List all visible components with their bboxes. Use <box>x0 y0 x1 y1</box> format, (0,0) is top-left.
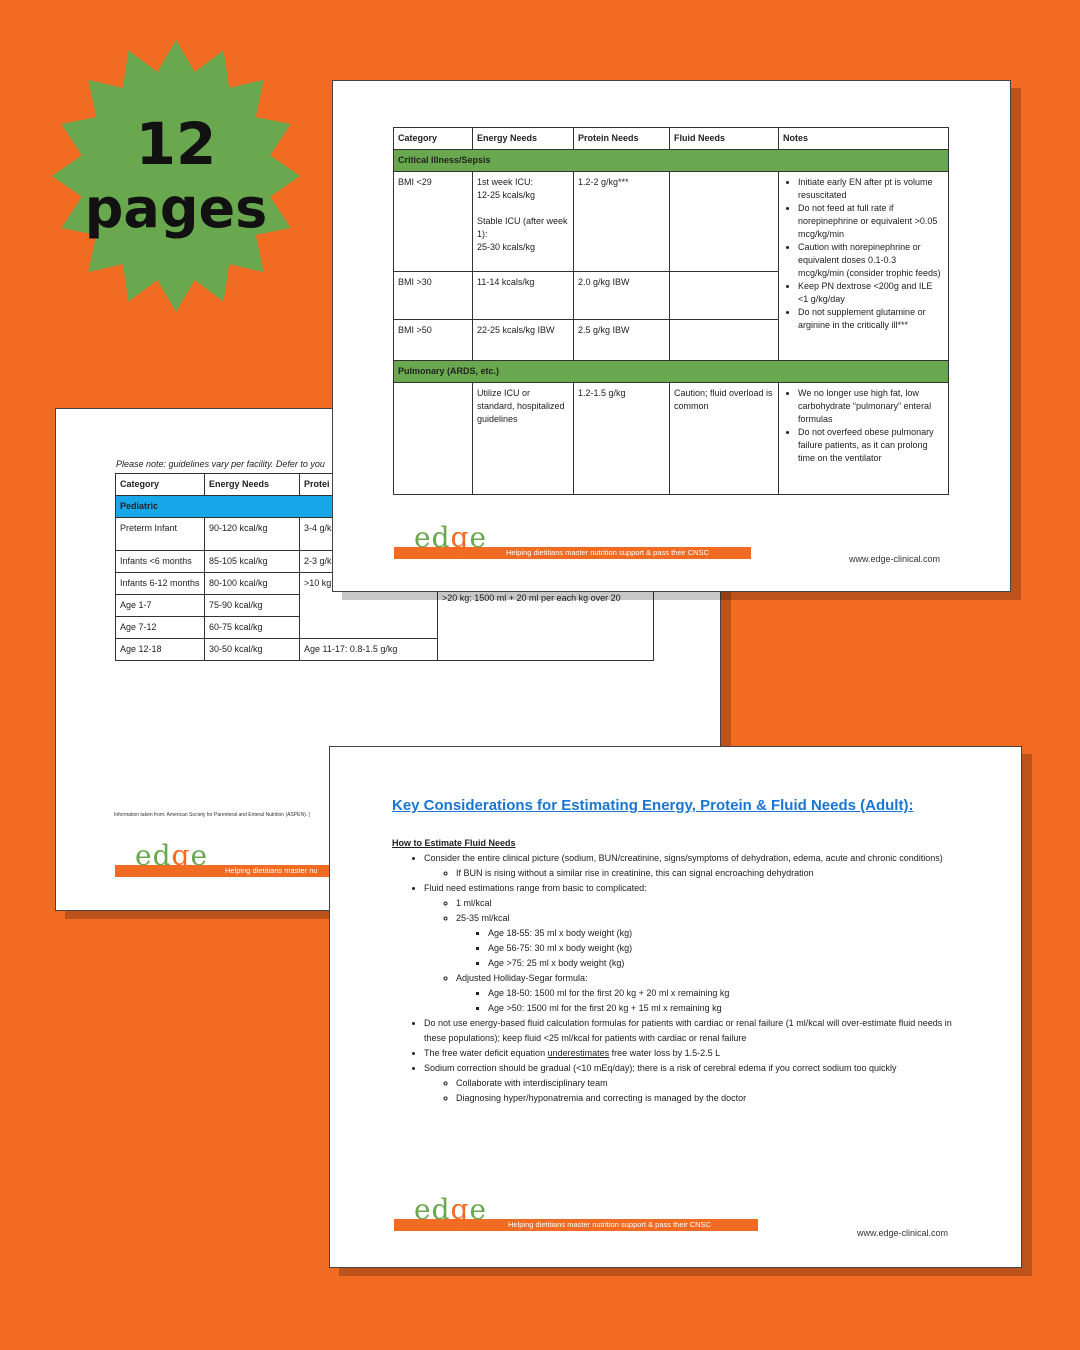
logo-tagline: Helping dietitians master nutrition support & pass their CNSC <box>506 548 710 557</box>
list-item: ◦ Collaborate with interdisciplinary team <box>456 1076 962 1091</box>
source-citation: Information taken from: American Society for Parenteral and Enteral Nutrition (ASPEN). ( <box>114 812 311 818</box>
cell-energy: 80-100 kcal/kg <box>205 573 300 595</box>
badge-text <box>50 38 302 314</box>
cell-fluid: Caution; fluid overload is common <box>670 383 779 495</box>
website-url: www.edge-clinical.com <box>857 1228 949 1238</box>
cell-energy: Utilize ICU or standard, hospitalized guidelines <box>473 383 574 495</box>
list-item: ◦ 25-35 ml/kcal ▪ Age 18-55: 35 ml x body weight (kg) ▪ Age 56-75: 30 ml x body weight (kg) ▪ Age >75: 25 ml x body weight (kg) <box>456 911 962 971</box>
cell-category: BMI <29 <box>394 172 473 272</box>
cell-fluid <box>670 320 779 361</box>
cell-category <box>394 383 473 495</box>
cell-category: Age 7-12 <box>116 617 205 639</box>
col-protein: Protei <box>300 474 438 496</box>
table-row <box>394 383 949 495</box>
note-item: • Caution with norepinephrine or equivalent doses 0.1-0.3 mcg/kg/min (consider trophic feeds) <box>798 241 944 280</box>
facility-note: Please note: guidelines vary per facility. Defer to you <box>116 459 325 469</box>
note-item: • Do not feed at full rate if norepinephrine or equivalent >0.05 mcg/kg/min <box>798 202 944 241</box>
adult-needs-table <box>393 127 949 495</box>
section-label: Pediatric <box>116 496 654 518</box>
col-notes: Notes <box>779 128 949 150</box>
list-item: ◦ Diagnosing hyper/hyponatremia and correcting is managed by the doctor <box>456 1091 962 1106</box>
key-considerations-page <box>329 746 1022 1268</box>
cell-category: BMI >30 <box>394 272 473 320</box>
cell-category: BMI >50 <box>394 320 473 361</box>
note-item: • Initiate early EN after pt is volume resuscitated <box>798 176 944 202</box>
list-item: ▪ Age 18-55: 35 ml x body weight (kg) <box>488 926 962 941</box>
list-item: ▪ Age 18-50: 1500 ml for the first 20 kg + 20 ml x remaining kg <box>488 986 962 1001</box>
cell-energy: 1st week ICU: 12-25 kcals/kg Stable ICU (after week 1): 25-30 kcals/kg <box>473 172 574 272</box>
website-url: www.edge-clinical.com <box>849 554 941 564</box>
cell-category: Infants <6 months <box>116 551 205 573</box>
cell-category: Preterm Infant <box>116 518 205 551</box>
logo-wordmark: edge <box>414 521 488 554</box>
cell-protein: 1.2-1.5 g/kg <box>574 383 670 495</box>
list-item: ▪ Age >75: 25 ml x body weight (kg) <box>488 956 962 971</box>
fluid-note: >20 kg: 1500 ml + 20 ml per each kg over 20 <box>442 593 621 603</box>
page-title: Key Considerations for Estimating Energy, Protein & Fluid Needs (Adult): <box>392 797 914 814</box>
list-item: ◦ 1 ml/kcal <box>456 896 962 911</box>
section-row-critical-illness <box>394 150 949 172</box>
cell-category: Infants 6-12 months <box>116 573 205 595</box>
badge-number: 12 <box>135 110 217 178</box>
note-item: • Keep PN dextrose <200g and ILE <1 g/kg/day <box>798 280 944 306</box>
cell-protein: 2.5 g/kg IBW <box>574 320 670 361</box>
cell-fluid <box>670 272 779 320</box>
col-protein: Protein Needs <box>574 128 670 150</box>
table-header-row <box>394 128 949 150</box>
cell-fluid <box>670 172 779 272</box>
edge-logo <box>394 1193 758 1233</box>
cell-protein: 2.0 g/kg IBW <box>574 272 670 320</box>
section-heading: How to Estimate Fluid Needs <box>392 838 516 848</box>
note-item: • Do not overfeed obese pulmonary failure patients, as it can prolong time on the ventilator <box>798 426 944 465</box>
cell-category: Age 1-7 <box>116 595 205 617</box>
cell-protein: 2-3 g/k <box>300 551 438 573</box>
col-category: Category <box>394 128 473 150</box>
cell-energy: 60-75 kcal/kg <box>205 617 300 639</box>
list-item: ▪ Age >50: 1500 ml for the first 20 kg + 15 ml x remaining kg <box>488 1001 962 1016</box>
cell-energy: 90-120 kcal/kg <box>205 518 300 551</box>
adult-needs-page <box>332 80 1011 592</box>
logo-tagline: Helping dietitians master nutrition support & pass their CNSC <box>508 1220 712 1229</box>
list-item: • Fluid need estimations range from basic to complicated: ◦ 1 ml/kcal ◦ 25-35 ml/kcal ▪ Age 18-55: 35 ml x body weight (kg) ▪ Age 56-75: 30 ml x body weight (kg) ▪ Age >75: 25 ml x body weight (kg) ◦ Adjusted Holliday-Segar formula: ▪ Age 18-50: 1500 ml for the first 20 kg + 20 ml x remaining kg ▪ Age >50: 1500 ml for the first 20 kg + 15 ml x remaining kg <box>424 881 962 1016</box>
cell-energy: 75-90 kcal/kg <box>205 595 300 617</box>
edge-logo <box>394 521 751 561</box>
list-item: ▪ Age 56-75: 30 ml x body weight (kg) <box>488 941 962 956</box>
table-row <box>394 172 949 272</box>
col-category: Category <box>116 474 205 496</box>
section-row-pulmonary <box>394 361 949 383</box>
badge-word: pages <box>84 177 268 240</box>
cell-protein: Age 11-17: 0.8-1.5 g/kg <box>300 639 438 661</box>
note-item: • We no longer use high fat, low carbohydrate “pulmonary” enteral formulas <box>798 387 944 426</box>
list-item: • Consider the entire clinical picture (sodium, BUN/creatinine, signs/symptoms of dehydration, edema, acute and chronic conditions) ◦ If BUN is rising without a similar rise in creatinine, this can signal encroaching dehydration <box>424 851 962 881</box>
cell-energy: 22-25 kcals/kg IBW <box>473 320 574 361</box>
logo-wordmark: edge <box>135 839 209 872</box>
note-item: • Do not supplement glutamine or arginine in the critically ill*** <box>798 306 944 332</box>
cell-energy: 30-50 kcal/kg <box>205 639 300 661</box>
list-item: • Do not use energy-based fluid calculation formulas for patients with cardiac or renal failure (1 ml/kcal will over-estimate fluid needs in these populations); keep fluid <25 ml/kcal for patients with cardiac or renal failure <box>424 1016 962 1046</box>
section-label: Pulmonary (ARDS, etc.) <box>394 361 949 383</box>
cell-notes <box>779 383 949 495</box>
logo-tagline: Helping dietitians master nu <box>225 866 318 875</box>
cell-protein: 3-4 g/k <box>300 518 438 551</box>
cell-protein: 1.2-2 g/kg*** <box>574 172 670 272</box>
cell-notes <box>779 172 949 361</box>
cell-category: Age 12-18 <box>116 639 205 661</box>
cell-protein: >10 kg <box>300 573 438 639</box>
list-item: ◦ If BUN is rising without a similar rise in creatinine, this can signal encroaching dehydration <box>456 866 962 881</box>
col-energy: Energy Needs <box>205 474 300 496</box>
logo-wordmark: edge <box>414 1193 488 1226</box>
col-energy: Energy Needs <box>473 128 574 150</box>
cell-energy: 11-14 kcals/kg <box>473 272 574 320</box>
section-label: Critical Illness/Sepsis <box>394 150 949 172</box>
col-fluid: Fluid Needs <box>670 128 779 150</box>
cell-energy: 85-105 kcal/kg <box>205 551 300 573</box>
fluid-needs-list <box>392 851 962 1106</box>
list-item: ◦ Adjusted Holliday-Segar formula: ▪ Age 18-50: 1500 ml for the first 20 kg + 20 ml x remaining kg ▪ Age >50: 1500 ml for the first 20 kg + 15 ml x remaining kg <box>456 971 962 1016</box>
list-item: • Sodium correction should be gradual (<10 mEq/day); there is a risk of cerebral edema if you correct sodium too quickly ◦ Collaborate with interdisciplinary team ◦ Diagnosing hyper/hyponatremia and correcting is managed by the doctor <box>424 1061 962 1106</box>
list-item: • The free water deficit equation underestimates free water loss by 1.5-2.5 L <box>424 1046 962 1061</box>
